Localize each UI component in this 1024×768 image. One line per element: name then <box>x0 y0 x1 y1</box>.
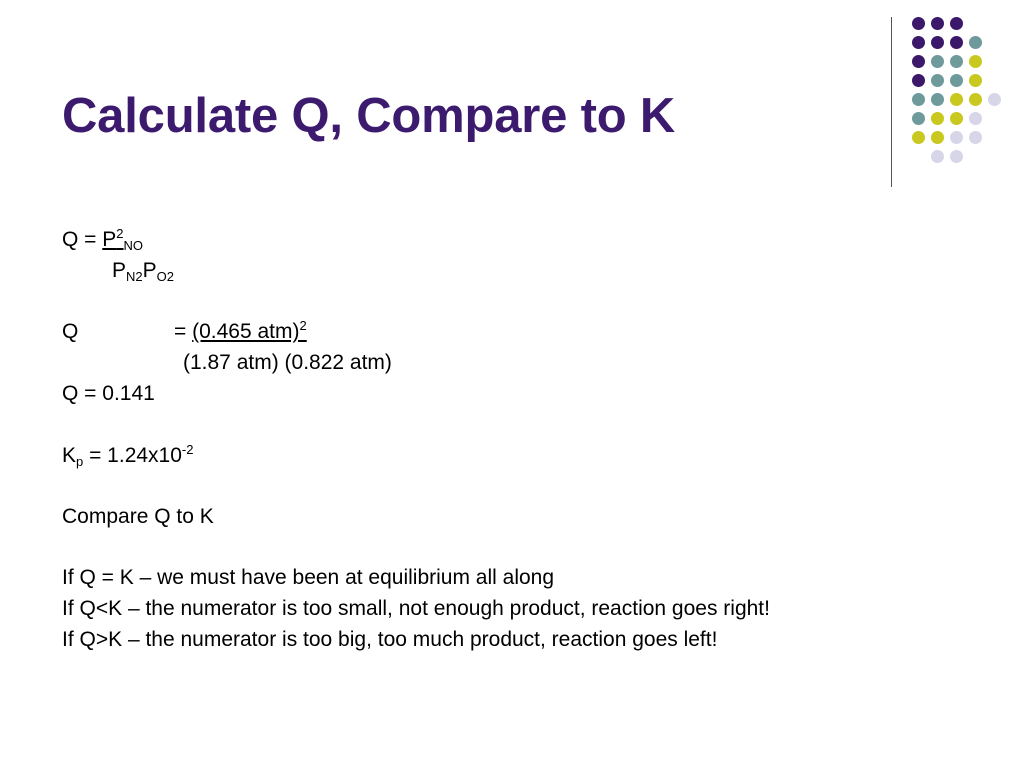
calc-numerator-line <box>174 318 307 343</box>
decor-dot-purple <box>912 55 925 68</box>
decor-dot-teal <box>912 93 925 106</box>
decor-dot-yellow <box>969 55 982 68</box>
decor-dot-teal <box>931 55 944 68</box>
calc-numerator-text: (0.465 atm) <box>192 320 300 343</box>
decor-dot-yellow <box>969 74 982 87</box>
decor-dot-teal <box>912 112 925 125</box>
kp-value <box>62 442 194 469</box>
decor-dot-teal <box>931 74 944 87</box>
calc-q-label: Q <box>62 320 79 343</box>
kp-exponent: -2 <box>181 442 194 457</box>
q-formula-num-sub: NO <box>123 238 144 253</box>
decor-dot-purple <box>950 17 963 30</box>
q-formula-den-p1: P <box>112 259 127 282</box>
q-formula-lhs: Q = <box>62 228 103 251</box>
decor-dot-teal <box>950 74 963 87</box>
q-formula-denominator <box>112 259 174 284</box>
decor-dot-yellow <box>931 131 944 144</box>
decor-dot-yellow <box>969 93 982 106</box>
decor-dot-lavender <box>988 93 1001 106</box>
decor-dot-yellow <box>931 112 944 125</box>
q-formula-den-sub1: N2 <box>126 269 143 284</box>
decor-dot-teal <box>969 36 982 49</box>
kp-rest: = 1.24x10 <box>83 444 182 467</box>
calc-numerator <box>192 320 307 343</box>
q-formula-numerator-line <box>62 226 144 253</box>
compare-heading: Compare Q to K <box>62 505 214 528</box>
rule-equal: If Q = K – we must have been at equilibrium all along <box>62 566 555 589</box>
decor-dot-teal <box>931 93 944 106</box>
decor-dot-purple <box>912 17 925 30</box>
decor-dot-teal <box>950 55 963 68</box>
decor-dot-purple <box>912 36 925 49</box>
q-formula-num-base: P <box>102 228 117 251</box>
decor-dot-purple <box>931 17 944 30</box>
calc-numerator-sup: 2 <box>299 318 307 333</box>
q-formula-num-sup: 2 <box>116 226 124 241</box>
rule-greater-than: If Q>K – the numerator is too big, too much product, reaction goes left! <box>62 628 718 651</box>
decor-dot-lavender <box>950 150 963 163</box>
decor-dot-yellow <box>912 131 925 144</box>
decor-dot-yellow <box>950 112 963 125</box>
title-divider-line <box>891 17 892 187</box>
calc-equals: = <box>174 320 193 343</box>
rule-less-than: If Q<K – the numerator is too small, not enough product, reaction goes right! <box>62 597 770 620</box>
decor-dot-lavender <box>969 112 982 125</box>
decor-dot-purple <box>950 36 963 49</box>
decor-dot-lavender <box>950 131 963 144</box>
q-formula-numerator <box>102 228 143 251</box>
q-result: Q = 0.141 <box>62 382 155 405</box>
calc-denominator: (1.87 atm) (0.822 atm) <box>183 351 392 374</box>
decor-dot-purple <box>912 74 925 87</box>
kp-sub: p <box>76 454 84 469</box>
decor-dot-lavender <box>931 150 944 163</box>
q-formula-den-p2: P <box>142 259 157 282</box>
decor-dot-yellow <box>950 93 963 106</box>
decor-dot-lavender <box>969 131 982 144</box>
slide-title: Calculate Q, Compare to K <box>62 89 676 143</box>
q-formula-den-sub2: O2 <box>156 269 174 284</box>
decor-dot-purple <box>931 36 944 49</box>
kp-k: K <box>62 444 77 467</box>
